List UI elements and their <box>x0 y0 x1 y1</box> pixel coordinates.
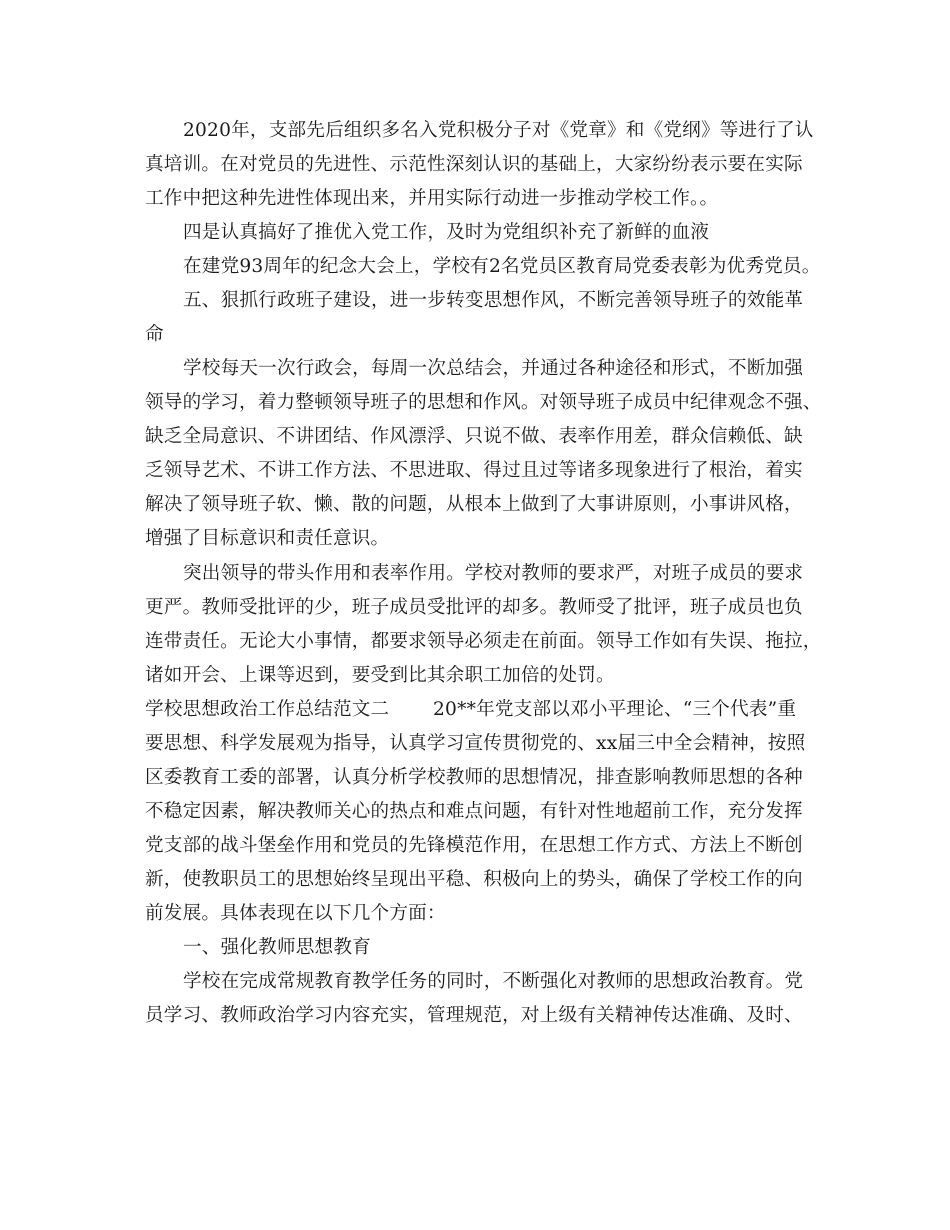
text-line: 前发展。具体表现在以下几个方面： <box>145 903 446 924</box>
text-line: 增强了目标意识和责任意识。 <box>145 528 390 549</box>
text-line: 学校在完成常规教育教学任务的同时，不断强化对教师的思想政治教育。党 <box>183 971 804 992</box>
text-line: 乏领导艺术、不讲工作方法、不思进取、得过且过等诸多现象进行了根治，着实 <box>145 460 803 481</box>
text-line: 要思想、科学发展观为指导，认真学习宣传贯彻党的、xx届三中全会精神，按照 <box>145 733 806 754</box>
text-line: 2020年，支部先后组织多名入党积极分子对《党章》和《党纲》等进行了认 <box>183 120 814 141</box>
text-line: 领导的学习，着力整顿领导班子的思想和作风。对领导班子成员中纪律观念不强、 <box>145 392 822 413</box>
text-line: 五、狠抓行政班子建设，进一步转变思想作风，不断完善领导班子的效能革 <box>183 290 804 311</box>
text-line: 解决了领导班子软、懒、散的问题，从根本上做到了大事讲原则，小事讲风格， <box>145 494 803 515</box>
text-line: 更严。教师受批评的少，班子成员受批评的却多。教师受了批评，班子成员也负 <box>145 597 803 618</box>
text-line: 党支部的战斗堡垒作用和党员的先锋模范作用，在思想工作方式、方法上不断创 <box>145 835 803 856</box>
text-line: 工作中把这种先进性体现出来，并用实际行动进一步推动学校工作。。 <box>145 188 719 209</box>
text-line: 一、强化教师思想教育 <box>183 937 371 958</box>
text-line: 新，使教职员工的思想始终呈现出平稳、积极向上的势头，确保了学校工作的向 <box>145 869 803 890</box>
text-line: 连带责任。无论大小事情，都要求领导必须走在前面。领导工作如有失误、拖拉， <box>145 631 822 652</box>
text-line: 四是认真搞好了推优入党工作，及时为党组织补充了新鲜的血液 <box>183 222 710 243</box>
text-line: 突出领导的带头作用和表率作用。学校对教师的要求严，对班子成员的要求 <box>183 563 804 584</box>
text-line: 在建党93周年的纪念大会上，学校有2名党员区教育局党委表彰为优秀党员。 <box>183 256 821 277</box>
text-line: 缺乏全局意识、不讲团结、作风漂浮、只说不做、表率作用差，群众信赖低、缺 <box>145 426 803 447</box>
text-line: 学校思想政治工作总结范文二 20**年党支部以邓小平理论、“三个代表”重 <box>145 699 797 720</box>
text-line: 命 <box>145 324 164 345</box>
text-line: 学校每天一次行政会，每周一次总结会，并通过各种途径和形式，不断加强 <box>183 358 804 379</box>
text-line: 不稳定因素，解决教师关心的热点和难点问题，有针对性地超前工作，充分发挥 <box>145 801 803 822</box>
text-line: 真培训。在对党员的先进性、示范性深刻认识的基础上，大家纷纷表示要在实际 <box>145 154 803 175</box>
text-line: 区委教育工委的部署，认真分析学校教师的思想情况，排查影响教师思想的各种 <box>145 767 803 788</box>
text-line: 诸如开会、上课等迟到，要受到比其余职工加倍的处罚。 <box>145 665 615 686</box>
text-line: 员学习、教师政治学习内容充实，管理规范，对上级有关精神传达准确、及时、 <box>145 1005 803 1026</box>
